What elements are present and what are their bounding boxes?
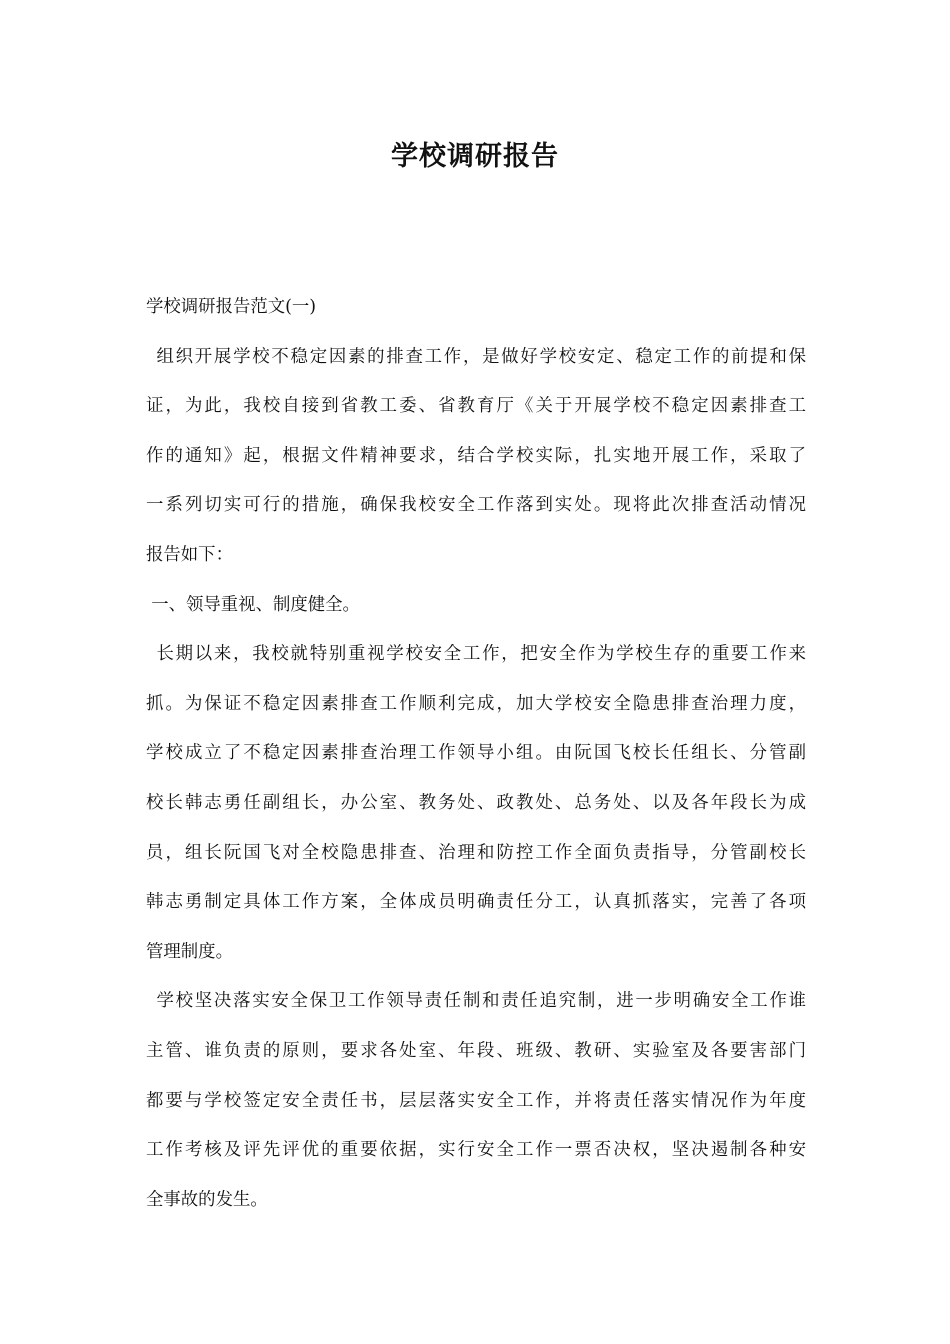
- paragraph-line: 工作考核及评先评优的重要依据，实行安全工作一票否决权，坚决遏制各种安: [146, 1140, 806, 1161]
- paragraph-line: 韩志勇制定具体工作方案，全体成员明确责任分工，认真抓落实，完善了各项: [146, 892, 806, 913]
- paragraph-line: 学校成立了不稳定因素排查治理工作领导小组。由阮国飞校长任组长、分管副: [146, 743, 806, 764]
- paragraph-line: 管理制度。: [146, 941, 233, 962]
- paragraph-line: 都要与学校签定安全责任书，层层落实安全工作，并将责任落实情况作为年度: [146, 1090, 806, 1111]
- paragraph-line: 证，为此，我校自接到省教工委、省教育厅《关于开展学校不稳定因素排查工: [146, 396, 806, 417]
- section-heading-line: 一、领导重视、制度健全。: [151, 594, 360, 615]
- paragraph-line: 学校坚决落实安全保卫工作领导责任制和责任追究制，进一步明确安全工作谁: [156, 991, 806, 1012]
- paragraph-line: 员，组长阮国飞对全校隐患排查、治理和防控工作全面负责指导，分管副校长: [146, 842, 806, 863]
- paragraph-line: 报告如下：: [146, 544, 233, 565]
- paragraph-line: 长期以来，我校就特别重视学校安全工作，把安全作为学校生存的重要工作来: [156, 644, 806, 665]
- paragraph-line: 组织开展学校不稳定因素的排查工作，是做好学校安定、稳定工作的前提和保: [156, 346, 806, 367]
- section-heading: [146, 581, 806, 631]
- paragraph-line: 校长韩志勇任副组长，办公室、教务处、政教处、总务处、以及各年段长为成: [146, 792, 806, 813]
- paragraph-line: 一系列切实可行的措施，确保我校安全工作落到实处。现将此次排查活动情况: [146, 495, 806, 516]
- document-body: [146, 283, 806, 1225]
- paragraph-responsibility: [146, 977, 806, 1225]
- paragraph-line: 作的通知》起，根据文件精神要求，结合学校实际，扎实地开展工作，采取了: [146, 445, 806, 466]
- document-title: 学校调研报告: [391, 141, 559, 172]
- paragraph-leadership: [146, 630, 806, 977]
- paragraph-line: 全事故的发生。: [146, 1189, 268, 1210]
- paragraph-intro: [146, 333, 806, 581]
- paragraph-line: 主管、谁负责的原则，要求各处室、年段、班级、教研、实验室及各要害部门: [146, 1040, 806, 1061]
- paragraph-line: 抓。为保证不稳定因素排查工作顺利完成，加大学校安全隐患排查治理力度，: [146, 693, 806, 714]
- subtitle-line: 学校调研报告范文(一): [146, 297, 317, 317]
- subtitle: [146, 283, 806, 333]
